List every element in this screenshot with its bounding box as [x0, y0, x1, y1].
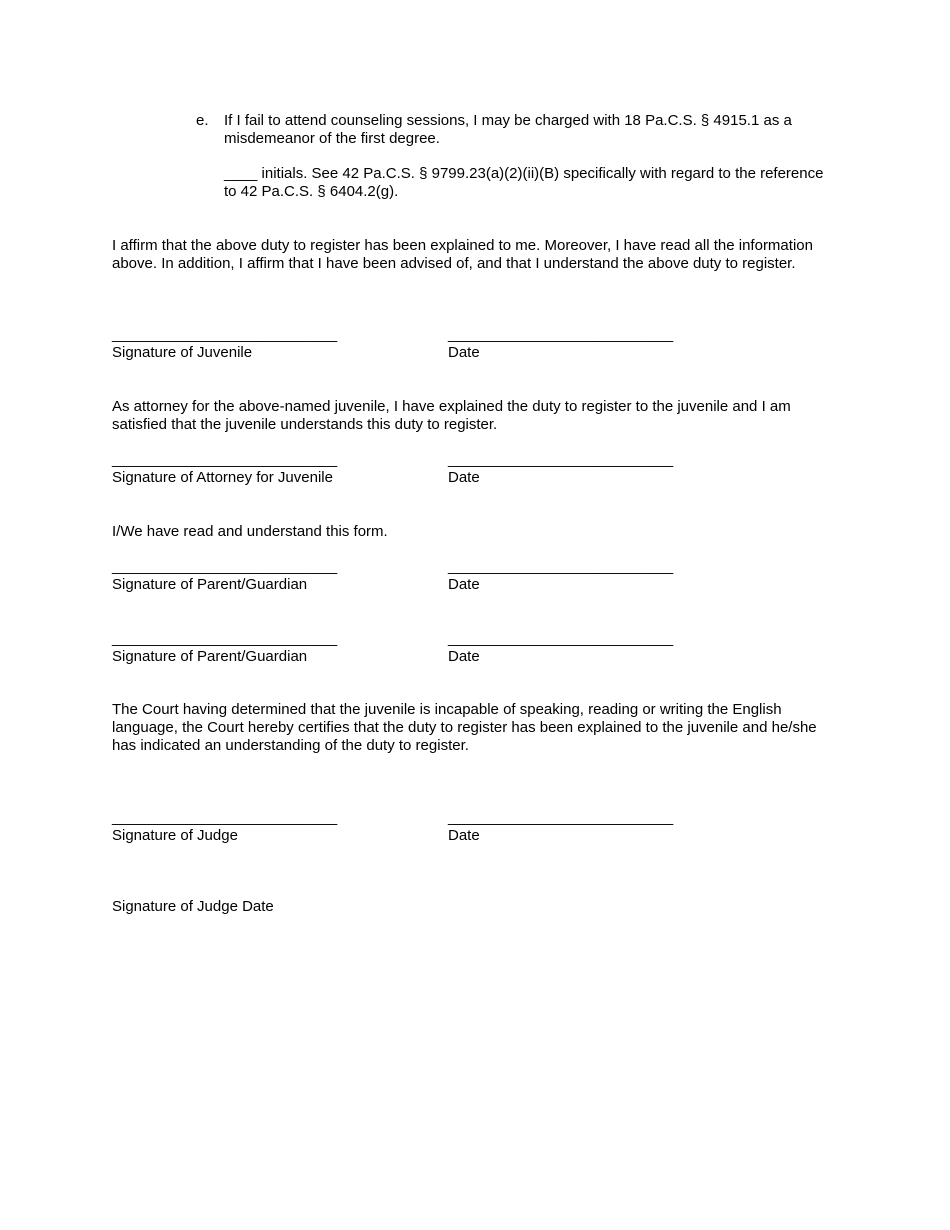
parent1-signature-line[interactable]: ___________________________: [112, 558, 338, 575]
juvenile-signature-line[interactable]: ___________________________: [112, 326, 338, 343]
judge-date-line[interactable]: ___________________________: [448, 809, 674, 826]
attorney-date-label: Date: [448, 469, 480, 486]
parent2-date-line[interactable]: ___________________________: [448, 630, 674, 647]
parent2-signature-label: Signature of Parent/Guardian: [112, 648, 308, 665]
parent1-signature-label: Signature of Parent/Guardian: [112, 576, 308, 593]
initials-clause: ____ initials. See 42 Pa.C.S. § 9799.23(a)(2)(ii)(B) specifically with regard to the reference to 42 Pa.C.S. § 6404.2(g).: [224, 165, 824, 200]
court-certification-paragraph: The Court having determined that the juvenile is incapable of speaking, reading or writing the English language, the Court hereby certifies that the duty to register has been explained to the juvenile and he/she has indicated an understanding of the duty to register.: [112, 701, 817, 754]
attorney-date-line[interactable]: ___________________________: [448, 451, 674, 468]
juvenile-signature-label: Signature of Juvenile: [112, 344, 253, 361]
judge-date-label: Date: [448, 827, 480, 844]
juvenile-date-label: Date: [448, 344, 480, 361]
parent-statement: I/We have read and understand this form.: [112, 523, 388, 540]
counseling-clause: If I fail to attend counseling sessions, I may be charged with 18 Pa.C.S. § 4915.1 as a misdemeanor of the first degree.: [224, 112, 792, 147]
parent1-date-label: Date: [448, 576, 480, 593]
parent1-date-line[interactable]: ___________________________: [448, 558, 674, 575]
attorney-signature-line[interactable]: ___________________________: [112, 451, 338, 468]
parent2-signature-line[interactable]: ___________________________: [112, 630, 338, 647]
judge-signature-label: Signature of Judge: [112, 827, 238, 844]
juvenile-date-line[interactable]: ___________________________: [448, 326, 674, 343]
judge-signature-line[interactable]: ___________________________: [112, 809, 338, 826]
judge-signature-date-footer: Signature of Judge Date: [112, 898, 274, 915]
attorney-signature-label: Signature of Attorney for Juvenile: [112, 469, 333, 486]
parent2-date-label: Date: [448, 648, 480, 665]
affirmation-paragraph: I affirm that the above duty to register has been explained to me. Moreover, I have read all the information above. In addition, I affirm that I have been advised of, and that I understand the above duty to register.: [112, 237, 813, 272]
attorney-paragraph: As attorney for the above-named juvenile, I have explained the duty to register to the juvenile and I am satisfied that the juvenile understands this duty to register.: [112, 398, 791, 433]
list-marker: e.: [196, 112, 209, 129]
